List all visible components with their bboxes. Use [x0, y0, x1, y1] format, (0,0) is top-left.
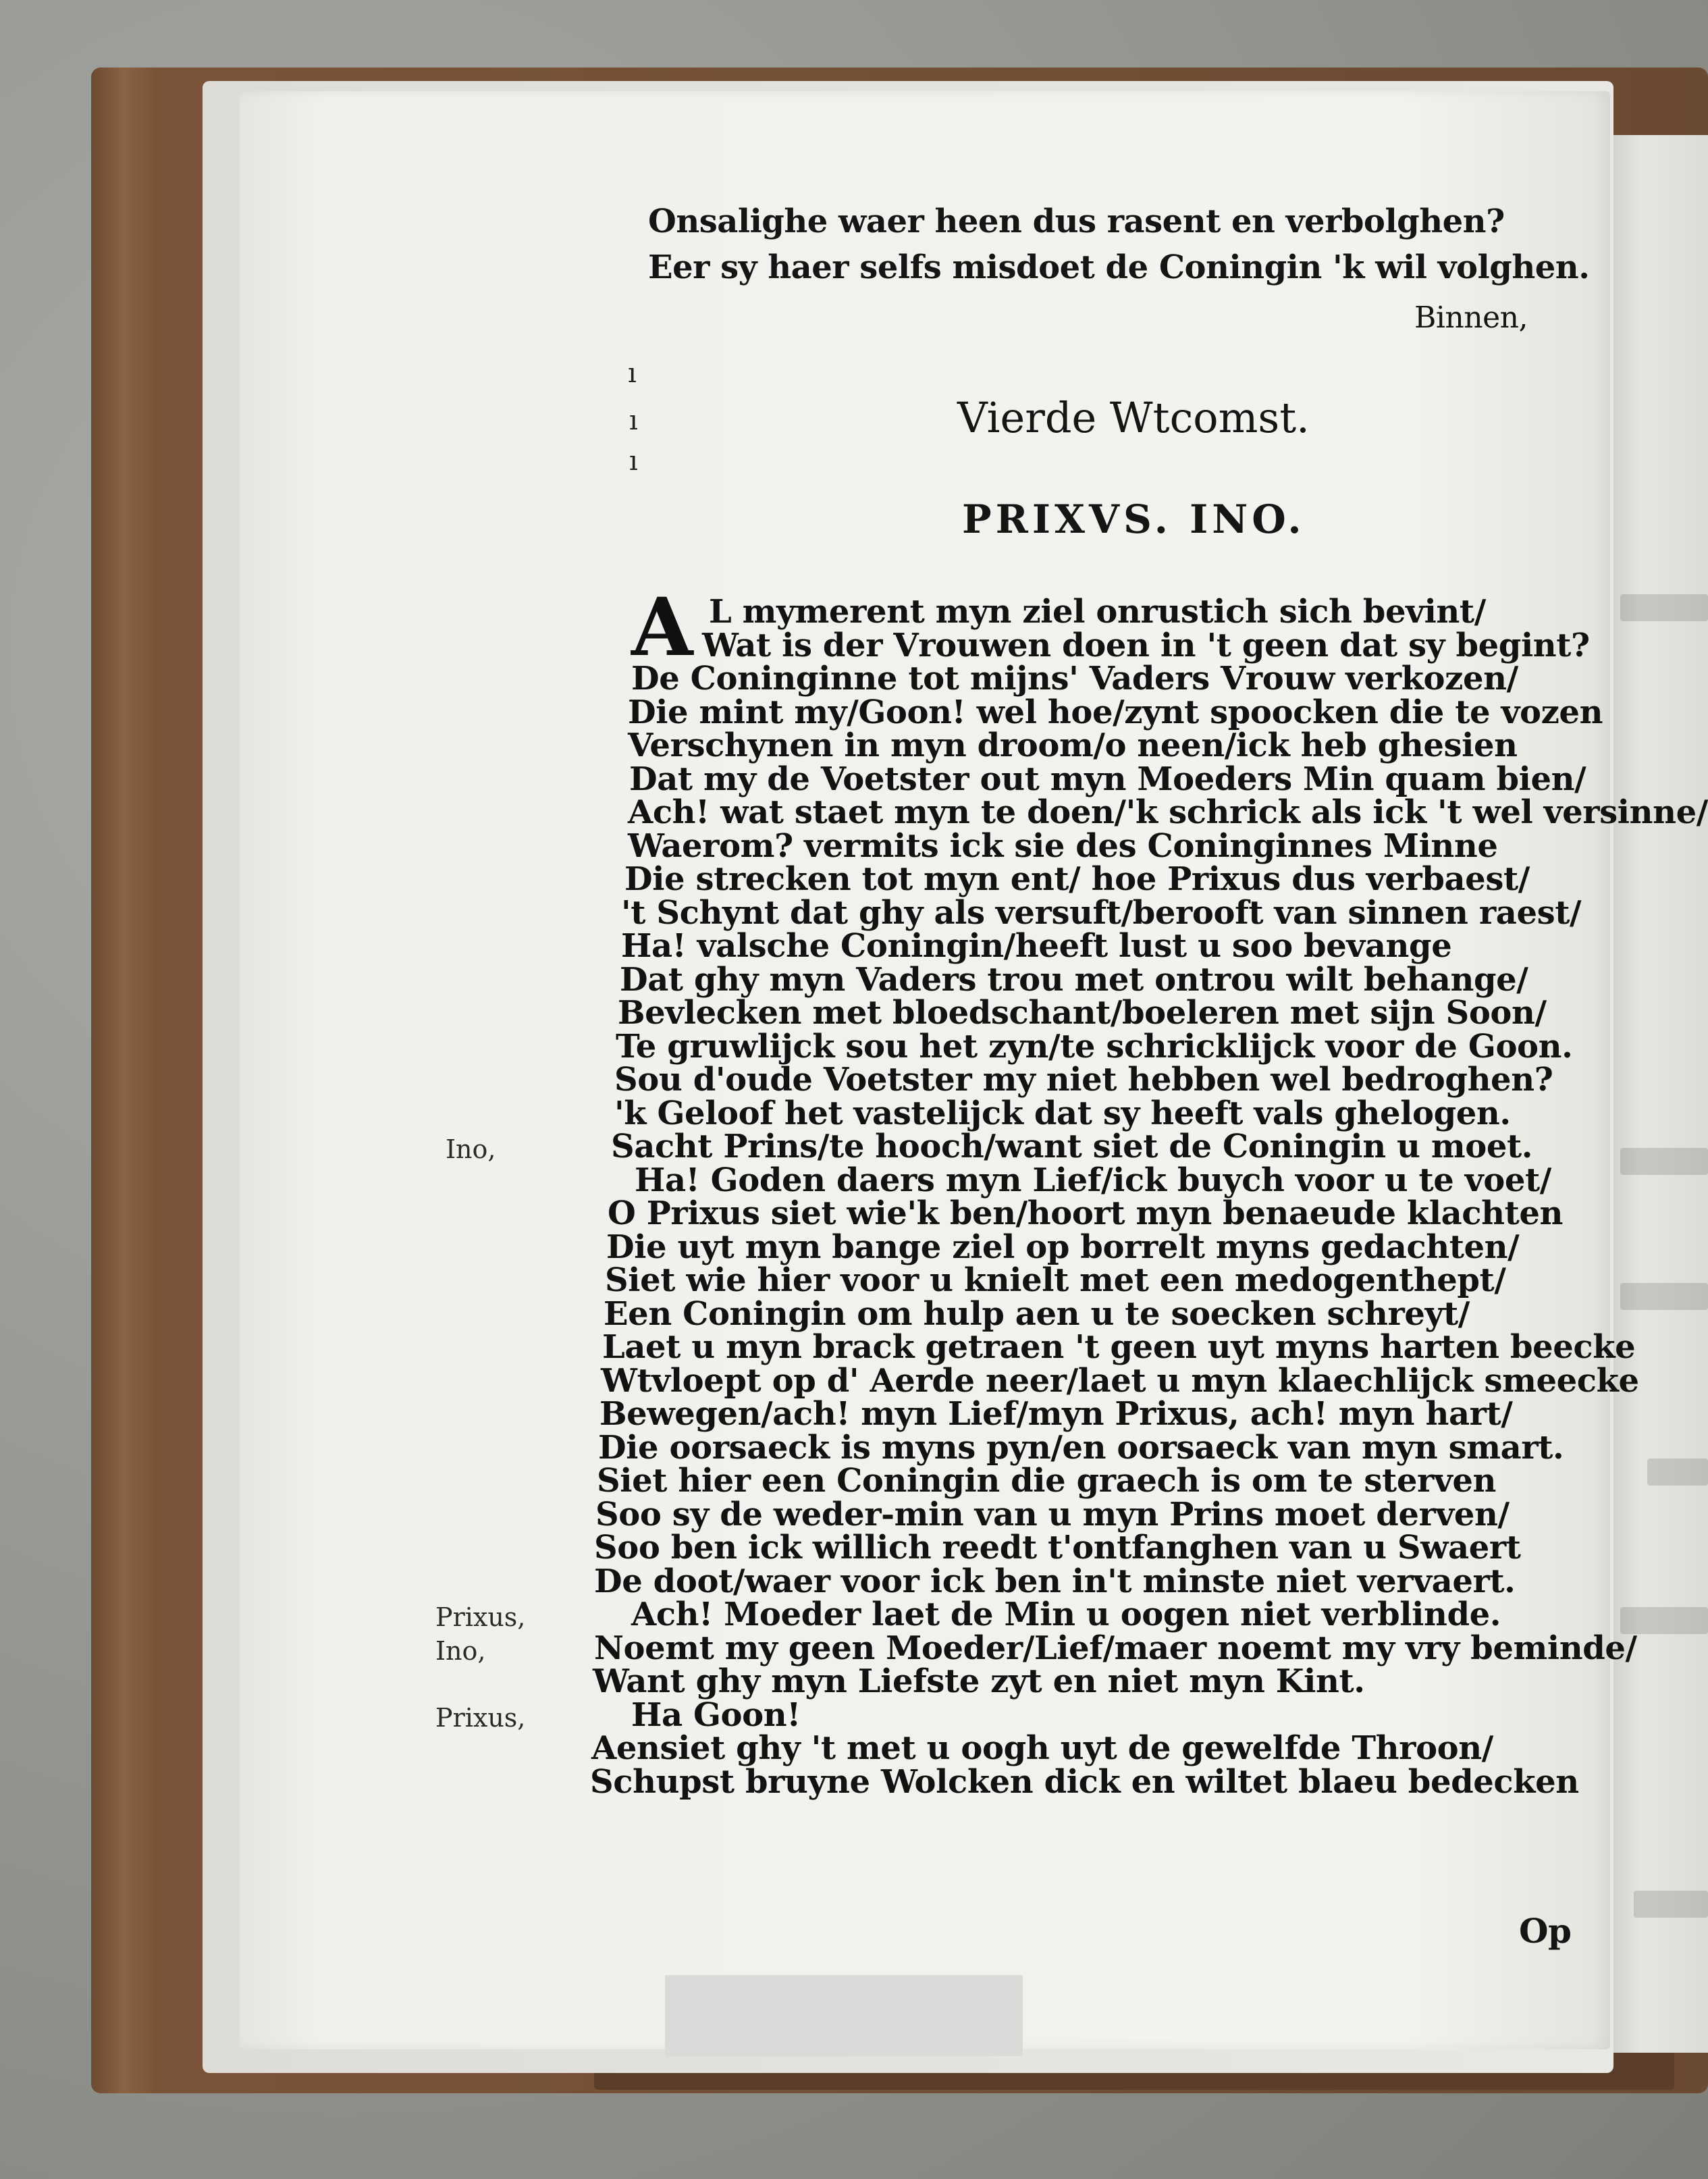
verse-line: L mymerent myn ziel onrustich sich bevint/ [709, 593, 1486, 631]
top-line-2: Eer sy haer selfs misdoet de Coningin 'k wil volghen. [648, 248, 1590, 286]
verse-line: De doot/waer voor ick ben in't minste niet vervaert. [594, 1562, 1516, 1600]
speaker-label: Prixus, [435, 1702, 526, 1733]
verse-line: Die strecken tot myn ent/ hoe Prixus dus verbaest/ [624, 860, 1530, 898]
speaker-label: Ino, [435, 1635, 486, 1666]
verse-line: Wtvloept op d' Aerde neer/laet u myn klaechlijck smeecke [601, 1361, 1639, 1400]
verse-line: Ha! Goden daers myn Lief/ick buych voor u te voet/ [635, 1161, 1551, 1199]
verse-line: Want ghy myn Liefste zyt en niet myn Kint. [593, 1662, 1365, 1700]
verse-line: Verschynen in myn droom/o neen/ick heb ghesien [628, 727, 1518, 764]
print-mark: ı [629, 446, 638, 477]
verse-line: Siet wie hier voor u knielt met een medogenthept/ [605, 1261, 1506, 1299]
print-mark: ı [628, 358, 637, 389]
verse-line: Bewegen/ach! myn Lief/myn Prixus, ach! myn hart/ [599, 1395, 1513, 1433]
speakers-heading: PRIXVS. INO. [962, 496, 1306, 542]
facing-page-text-fragment [1620, 1283, 1708, 1310]
verse-line: Ach! Moeder laet de Min u oogen niet verblinde. [631, 1596, 1501, 1633]
section-title: Vierde Wtcomst. [957, 393, 1310, 442]
speaker-label: Ino, [446, 1134, 496, 1164]
verse-line: Waerom? vermits ick sie des Coninginnes Minne [628, 826, 1498, 865]
verse-line: Ach! wat staet myn te doen/'k schrick als ick 't wel versinne/ [628, 793, 1708, 831]
top-line-1: Onsalighe waer heen dus rasent en verbolghen? [648, 203, 1505, 240]
verse-line: Siet hier een Coningin die graech is om te sterven [597, 1462, 1496, 1500]
verse-line: Die mint my/Goon! wel hoe/zynt spoocken die te vozen [628, 693, 1603, 731]
verse-line: 'k Geloof het vastelijck dat sy heeft vals ghelogen. [614, 1094, 1511, 1132]
verse-line: Sou d'oude Voetster my niet hebben wel bedroghen? [614, 1061, 1553, 1099]
verse-line: Soo ben ick willich reedt t'ontfanghen van u Swaert [594, 1529, 1521, 1567]
verse-line: Die uyt myn bange ziel op borrelt myns gedachten/ [606, 1228, 1520, 1266]
verse-line: Ha Goon! [631, 1696, 801, 1734]
verse-line: Ha! valsche Coningin/heeft lust u soo bevange [621, 927, 1452, 965]
verse-line: O Prixus siet wie'k ben/hoort myn benaeude klachten [608, 1194, 1564, 1232]
facing-page [1607, 135, 1708, 2053]
verse-line: Dat my de Voetster out myn Moeders Min quam bien/ [629, 760, 1586, 798]
verse-line: Aensiet ghy 't met u oogh uyt de gewelfde Throon/ [591, 1729, 1493, 1767]
facing-page-text-fragment [1620, 1148, 1708, 1175]
print-mark: ı [629, 405, 638, 436]
speaker-label: Prixus, [435, 1602, 526, 1632]
verse-line: Schupst bruyne Wolcken dick en wiltet blaeu bedecken [590, 1762, 1579, 1801]
verse-line: Sacht Prins/te hooch/want siet de Coningin u moet. [611, 1128, 1533, 1165]
verse-line: Laet u myn brack getraen 't geen uyt myns harten beecke [602, 1328, 1636, 1366]
verse-line: Dat ghy myn Vaders trou met ontrou wilt behange/ [620, 960, 1528, 999]
verse-line: Noemt my geen Moeder/Lief/maer noemt my vry beminde/ [594, 1629, 1637, 1667]
verse-line: Een Coningin om hulp aen u te soecken schreyt/ [604, 1294, 1470, 1333]
facing-page-text-fragment [1620, 594, 1708, 621]
verse-line: Die oorsaeck is myns pyn/en oorsaeck van myn smart. [598, 1428, 1564, 1467]
verse-line: 't Schynt dat ghy als versuft/berooft van sinnen raest/ [621, 893, 1582, 932]
library-label [665, 1975, 1023, 2056]
verse-line: Wat is der Vrouwen doen in 't geen dat sy begint? [702, 626, 1590, 664]
facing-page-text-fragment [1634, 1891, 1708, 1918]
verse-line: Bevlecken met bloedschant/boeleren met sijn Soon/ [618, 994, 1547, 1032]
verse-line: De Coninginne tot mijns' Vaders Vrouw verkozen/ [631, 660, 1518, 698]
drop-cap: A [631, 580, 693, 674]
facing-page-text-fragment [1647, 1459, 1708, 1486]
catchword-bottom: Op [1519, 1911, 1572, 1951]
verse-line: Soo sy de weder-min van u myn Prins moet derven/ [595, 1495, 1510, 1533]
catchword-top: Binnen, [1414, 300, 1528, 335]
verse-line: Te gruwlijck sou het zyn/te schricklijck voor de Goon. [616, 1027, 1573, 1066]
